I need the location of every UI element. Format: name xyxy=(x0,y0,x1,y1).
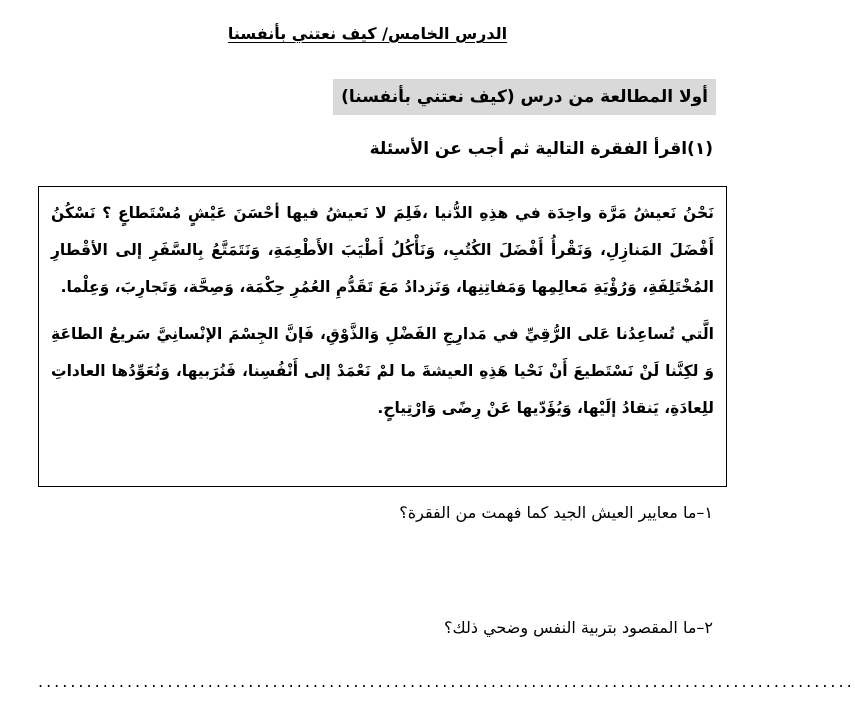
passage-paragraph-2: الَّتي تُساعِدُنا عَلى الرُّقِيِّ في مَدارِجِ الفَضْلِ وَالذَّوْقِ، فَإنَّ الجِسْمَ الإنْسانِيَّ سَريعُ الطاعَةِ وَ لكِنَّنا لَنْ نَسْتَطيعَ أَنْ نَحْيا هَذِهِ العيشةَ ما لمْ نَعْمَدْ إلى أَنْفُسِنا، فَنُرَبيها، وَنُعَوِّدُها العاداتِ للِعادَةِ، يَنقادُ إلَيْها، وَيُؤَدّيها عَنْ رِضًى وَارْتِياحٍ. xyxy=(51,325,714,417)
section-heading: أولا المطالعة من درس (كيف نعتني بأنفسنا) xyxy=(333,79,716,115)
question-2: ٢–ما المقصود بتربية النفس وضحي ذلك؟ xyxy=(444,618,713,637)
lesson-title-text: الدرس الخامس/ كيف نعتني بأنفسنا xyxy=(227,24,508,43)
answer-dotted-line: ..................................................................................................... xyxy=(38,672,855,691)
reading-instruction: (١)اقرأ الفقرة التالية ثم أجب عن الأسئلة xyxy=(369,139,713,159)
question-1: ١–ما معايير العيش الجيد كما فهمت من الفقرة؟ xyxy=(399,503,713,522)
passage-paragraph-1: نَحْنُ نَعيشُ مَرَّة واحِدَة في هذِهِ الدُّنيا ،فَلِمَ لا نَعيشُ فيها أحْسَنَ عَيْشٍ مُسْتَطاعٍ ؟ نَسْكُنُ أَفْضَلَ المَنازِلِ، وَنَقْرأُ أَفْضَلَ الكُتُبِ، وَنَأْكُلُ أَطْيَبَ الأَطْعِمَةِ، وَنَتَمَتَّعُ بِالسَّفَرِ إلى الأقْطارِ المُخْتَلِفَةِ، وَرُؤْيَةِ مَعالِمِها وَمَفاتِنِها، وَنَزدادُ مَعَ تَقَدُّمِ العُمُرِ حِكْمَة، وَصِحَّة، وَتَجارِبَ، وَعِلْما. xyxy=(51,204,714,296)
lesson-title xyxy=(0,24,735,43)
passage-box xyxy=(38,186,727,487)
